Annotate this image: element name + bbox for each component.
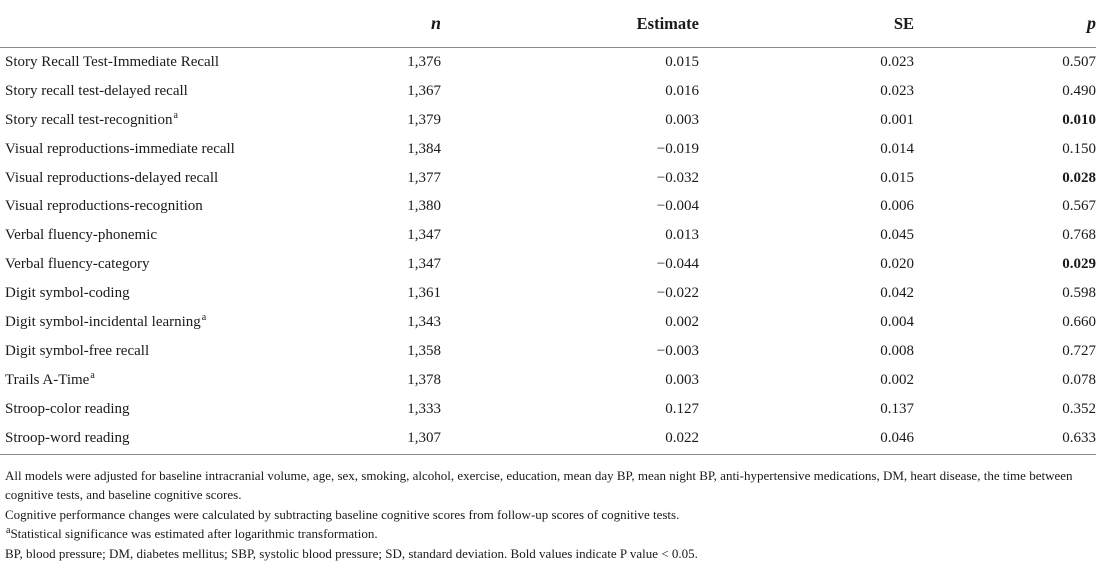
table-row	[0, 164, 1096, 193]
table-row	[0, 424, 1096, 455]
table-row	[0, 221, 1096, 250]
row-label-text: Stroop-word reading	[5, 430, 130, 447]
row-label	[0, 192, 391, 221]
note-abbreviations: BP, blood pressure; DM, diabetes mellitus; SBP, systolic blood pressure; SD, standard deviation. Bold values indicate P value < 0.05.	[5, 545, 698, 561]
table-row	[0, 395, 1096, 424]
row-estimate: 0.016	[665, 82, 699, 99]
header-n: n	[391, 0, 441, 48]
row-label-text: Stroop-color reading	[5, 400, 130, 417]
header-estimate: Estimate	[441, 0, 699, 48]
row-se: 0.006	[880, 198, 914, 215]
table-row	[0, 48, 1096, 77]
row-n: 1,379	[407, 111, 441, 128]
row-p: 0.727	[1062, 342, 1096, 359]
row-se: 0.014	[880, 140, 914, 157]
row-estimate: −0.022	[656, 285, 699, 302]
row-label	[0, 337, 391, 366]
row-label	[0, 424, 391, 455]
row-p: 0.567	[1062, 198, 1096, 215]
row-label-text: Verbal fluency-phonemic	[5, 227, 158, 244]
row-label-text: Verbal fluency-category	[5, 256, 150, 273]
row-label	[0, 77, 391, 106]
table-row	[0, 308, 1096, 337]
table-row	[0, 106, 1096, 135]
row-estimate: 0.013	[665, 227, 699, 244]
row-n: 1,377	[407, 169, 441, 186]
row-label-text: Digit symbol-coding	[5, 285, 130, 302]
row-se: 0.023	[880, 82, 914, 99]
row-p: 0.029	[1062, 256, 1096, 273]
row-n: 1,358	[407, 342, 441, 359]
header-p: p	[914, 0, 1096, 48]
row-label-text: Digit symbol-incidental learning	[5, 313, 201, 330]
row-label	[0, 395, 391, 424]
note-footnote	[5, 524, 1086, 544]
row-p: 0.078	[1062, 371, 1096, 388]
row-label	[0, 366, 391, 395]
table-row	[0, 135, 1096, 164]
row-label	[0, 106, 391, 135]
row-estimate: −0.019	[656, 140, 699, 157]
row-footnote-mark: a	[173, 109, 178, 121]
note-changes: Cognitive performance changes were calculated by subtracting baseline cognitive scores from follow-up scores of cognitive tests.	[5, 506, 680, 522]
header-label	[0, 0, 391, 48]
row-label	[0, 48, 391, 77]
row-label	[0, 164, 391, 193]
row-n: 1,376	[407, 53, 441, 70]
row-p: 0.150	[1062, 140, 1096, 157]
row-se: 0.023	[880, 53, 914, 70]
table-body	[0, 48, 1096, 455]
table-row	[0, 337, 1096, 366]
row-n: 1,343	[407, 313, 441, 330]
row-label-text: Story recall test-delayed recall	[5, 82, 188, 99]
row-label-text: Story recall test-recognition	[5, 111, 173, 128]
row-label	[0, 308, 391, 337]
row-label	[0, 279, 391, 308]
row-label-text: Trails A-Time	[5, 371, 90, 388]
row-label-text: Digit symbol-free recall	[5, 342, 150, 359]
header-row	[0, 0, 1096, 48]
table-row	[0, 279, 1096, 308]
row-p: 0.352	[1062, 400, 1096, 417]
table-row	[0, 192, 1096, 221]
row-se: 0.015	[880, 169, 914, 186]
row-label-text: Visual reproductions-recognition	[5, 198, 203, 215]
table-row	[0, 366, 1096, 395]
row-p: 0.028	[1062, 169, 1096, 186]
row-estimate: −0.032	[656, 169, 699, 186]
row-label	[0, 135, 391, 164]
row-estimate: 0.002	[665, 313, 699, 330]
row-n: 1,380	[407, 198, 441, 215]
table-row	[0, 77, 1096, 106]
header-se: SE	[699, 0, 914, 48]
row-label	[0, 221, 391, 250]
row-p: 0.490	[1062, 82, 1096, 99]
row-n: 1,384	[407, 140, 441, 157]
row-p: 0.768	[1062, 227, 1096, 244]
row-estimate: 0.003	[665, 371, 699, 388]
row-label	[0, 250, 391, 279]
row-estimate: 0.022	[441, 424, 699, 455]
row-label-text: Visual reproductions-immediate recall	[5, 140, 235, 157]
row-n: 1,307	[391, 424, 441, 455]
row-se: 0.008	[880, 342, 914, 359]
row-estimate: −0.044	[656, 256, 699, 273]
row-n: 1,361	[407, 285, 441, 302]
row-footnote-mark: a	[90, 369, 95, 381]
row-p: 0.660	[1062, 313, 1096, 330]
footnote-text: Statistical significance was estimated after logarithmic transformation.	[10, 526, 378, 542]
row-p: 0.507	[1062, 53, 1096, 70]
row-se: 0.004	[880, 313, 914, 330]
row-se: 0.020	[880, 256, 914, 273]
row-n: 1,333	[407, 400, 441, 417]
row-se: 0.002	[880, 371, 914, 388]
row-se: 0.042	[880, 285, 914, 302]
row-p: 0.010	[1062, 111, 1096, 128]
footnote-mark: a	[6, 525, 11, 537]
note-adjusted: All models were adjusted for baseline intracranial volume, age, sex, smoking, alcohol, exercise, education, mean day BP, mean night BP, anti-hypertensive medications, DM, heart disease, the time between cognitive tests, and baseline cognitive scores.	[5, 467, 1073, 503]
row-estimate: 0.127	[665, 400, 699, 417]
row-p: 0.598	[1062, 285, 1096, 302]
row-n: 1,347	[407, 256, 441, 273]
row-p: 0.633	[914, 424, 1096, 455]
row-estimate: 0.015	[665, 53, 699, 70]
row-label-text: Visual reproductions-delayed recall	[5, 169, 219, 186]
row-footnote-mark: a	[201, 311, 207, 323]
row-n: 1,378	[407, 371, 441, 388]
table-row	[0, 250, 1096, 279]
row-estimate: −0.003	[656, 342, 699, 359]
row-se: 0.046	[699, 424, 914, 455]
row-se: 0.137	[880, 400, 914, 417]
row-estimate: 0.003	[665, 111, 699, 128]
row-se: 0.045	[880, 227, 914, 244]
table-notes	[0, 455, 1091, 564]
row-n: 1,347	[407, 227, 441, 244]
row-label-text: Story Recall Test-Immediate Recall	[5, 53, 220, 70]
row-estimate: −0.004	[656, 198, 699, 215]
row-se: 0.001	[880, 111, 914, 128]
row-n: 1,367	[407, 82, 441, 99]
